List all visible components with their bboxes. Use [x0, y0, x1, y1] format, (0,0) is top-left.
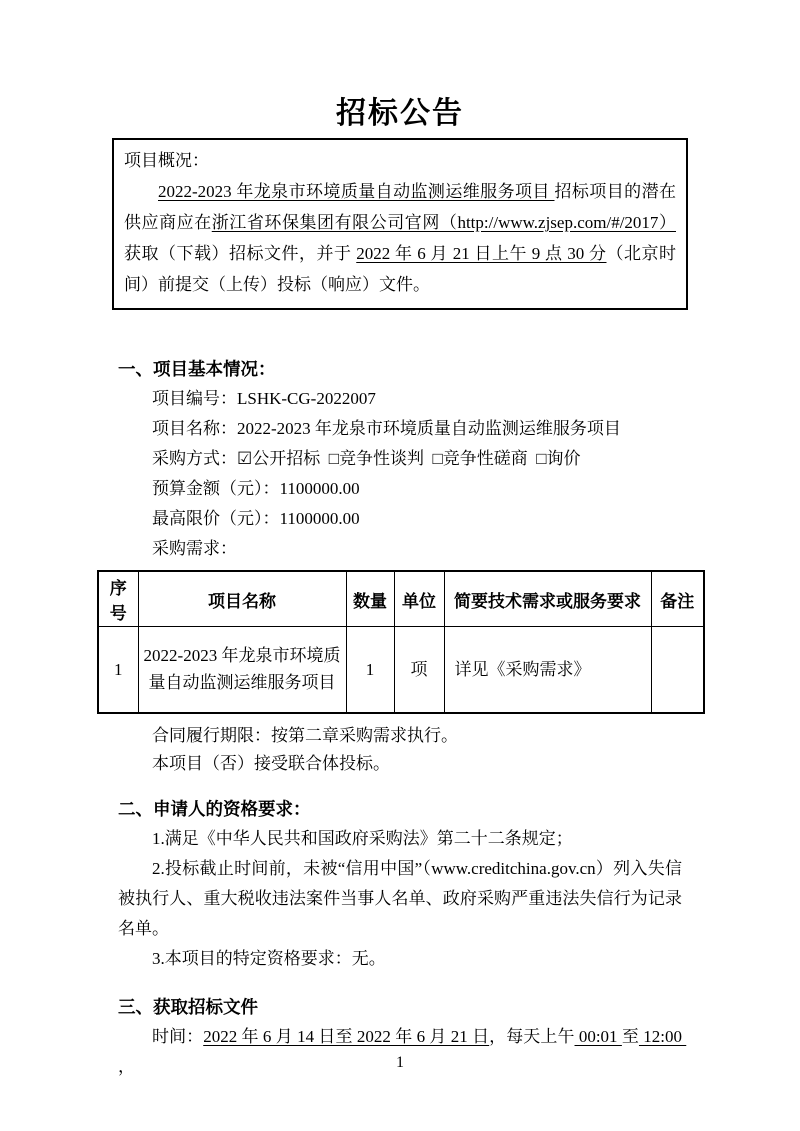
time-text-2: 至: [621, 1026, 639, 1046]
page-number: 1: [396, 1054, 404, 1071]
project-number-line: 项目编号：LSHK-CG-2022007: [152, 389, 376, 408]
overview-label: 项目概况：: [124, 151, 209, 170]
overview-box: [112, 138, 688, 310]
overview-text-3: （北京时间）前提交（上传）投标（响应）文件。: [124, 244, 676, 294]
time-text-1: ，每天上午: [489, 1026, 575, 1046]
overview-project-name: 2022-2023 年龙泉市环境质量自动监测运维服务项目: [158, 182, 555, 201]
obtain-date-range: 2022 年 6 月 14 日至 2022 年 6 月 21 日: [203, 1026, 490, 1046]
project-name-line: 项目名称：2022-2023 年龙泉市环境质量自动监测运维服务项目: [152, 419, 621, 438]
header-cell-unit: 单位: [394, 571, 444, 627]
obtain-start-time: 00:01: [574, 1026, 622, 1046]
overview-paragraph: [124, 176, 676, 300]
header-cell-desc: 简要技术需求或服务要求: [444, 571, 651, 627]
overview-website-url: 浙江省环保集团有限公司官网（http://www.zjsep.com/#/2017）: [211, 213, 676, 232]
header-cell-seq: 序号: [98, 571, 138, 627]
cell-seq: 1: [98, 627, 138, 713]
section-2-heading: 二、申请人的资格要求：: [118, 798, 311, 819]
cell-note: [651, 627, 704, 713]
page-title: 招标公告: [336, 97, 464, 130]
overview-deadline: 2022 年 6 月 21 日上午 9 点 30 分: [356, 244, 607, 263]
consortium-line: 本项目（否）接受联合体投标。: [152, 753, 390, 773]
cell-qty: 1: [346, 627, 394, 713]
qualification-item-3: 3.本项目的特定资格要求：无。: [152, 948, 386, 968]
procurement-method-line: 采购方式：☑公开招标 □竞争性谈判 □竞争性磋商 □询价: [152, 449, 581, 468]
max-price-line: 最高限价（元）：1100000.00: [152, 509, 360, 528]
section-1-heading: 一、项目基本情况：: [118, 359, 276, 379]
qualification-item-1: 1.满足《中华人民共和国政府采购法》第二十二条规定；: [152, 828, 573, 848]
requirements-table: [97, 570, 705, 714]
time-label: 时间：: [152, 1026, 204, 1046]
overview-text-1: 招标项目的潜在供应商应在: [124, 182, 676, 232]
contract-period-line: 合同履行期限：按第二章采购需求执行。: [152, 725, 458, 745]
overview-text-2: 获取（下载）招标文件，并于: [124, 244, 357, 263]
header-cell-note: 备注: [651, 571, 704, 627]
qualification-item-2: 2.投标截止时间前，未被“信用中国”（www.creditchina.gov.cn）列入失信被执行人、重大税收违法案件当事人名单、政府采购严重违法失信行为记录名单。: [118, 858, 682, 938]
cell-unit: 项: [394, 627, 444, 713]
header-cell-qty: 数量: [346, 571, 394, 627]
time-text-3: ，: [118, 1056, 135, 1076]
table-row: [98, 627, 704, 713]
cell-desc: 详见《采购需求》: [444, 627, 651, 713]
section-3-heading: 三、获取招标文件: [118, 996, 258, 1017]
table-header-row: [98, 571, 704, 627]
budget-amount-line: 预算金额（元）：1100000.00: [152, 479, 360, 498]
obtain-end-time: 12:00: [638, 1026, 687, 1046]
cell-project-name: 2022-2023 年龙泉市环境质量自动监测运维服务项目: [138, 627, 346, 713]
header-cell-name: 项目名称: [138, 571, 346, 627]
procurement-demand-label: 采购需求：: [152, 539, 237, 558]
